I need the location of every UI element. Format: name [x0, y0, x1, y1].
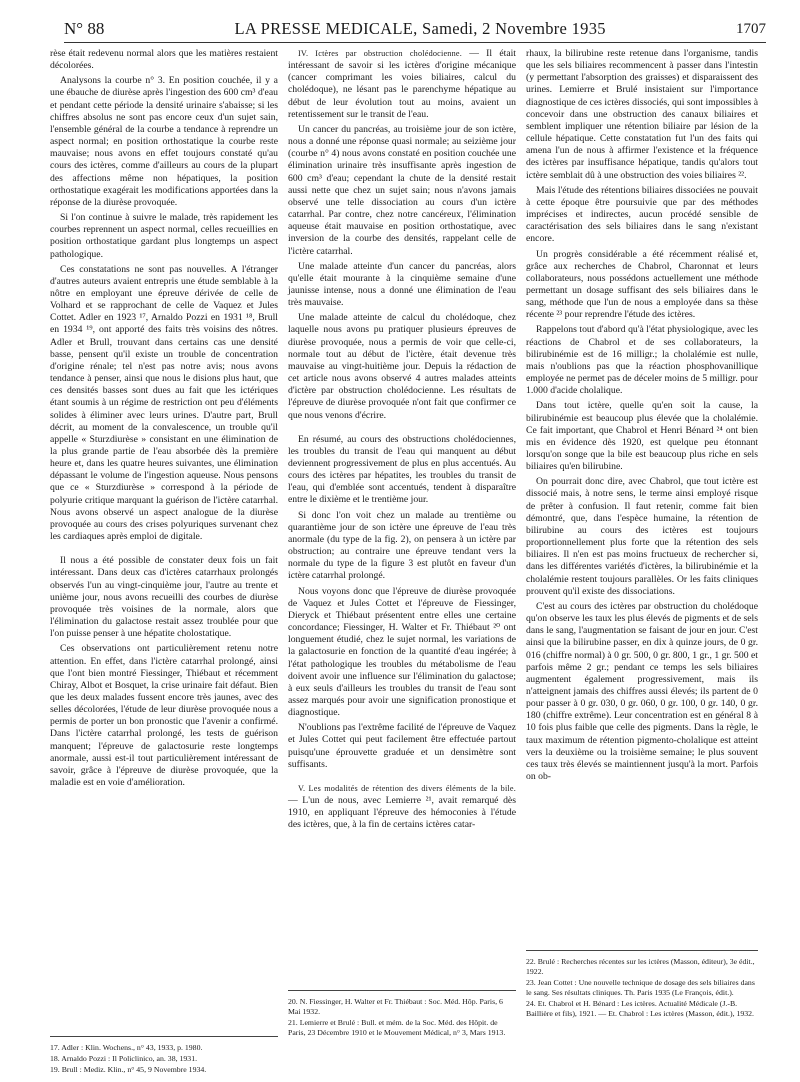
footnote: 21. Lemierre et Brulé : Bull. et mém. de la Soc. Méd. des Hôpit. de Paris, 23 Décembre 1910 et le Mouvement Médical, n° 3, Mars 1913.	[288, 1018, 506, 1037]
section-iv-title: IV. Ictères par obstruction cholédocienne.	[298, 49, 462, 58]
paragraph: Nous voyons donc que l'épreuve de diurèse provoquée de Vaquez et Jules Cottet et l'épreuve de Fiessinger, Dieryck et Thiébaut présentent entre elles une certaine concordance; Fiessinger, H. Walter et Fr. Thiébaut ²⁰ ont longuement étudié, chez le sujet normal, les variations de la galactosurie en fonction de la quantité d'eau ingérée; à l'état pathologique les troubles du métabolisme de l'eau doivent avoir une influence sur l'élimination du galactose; à eux seuls d'ailleurs les troubles du transit de l'eau sont assez marqués pour avoir une signification pronostique et diagnostique.	[288, 585, 516, 719]
paragraph: rhaux, la bilirubine reste retenue dans l'organisme, tandis que les sels biliaires recommencent à passer dans l'intestin (y permettant l'absorption des graisses) et disparaissent des urines. Lemierre et Brulé insistaient sur l'importance diagnostique de ces ictères dissociés, qui sont impossibles à concevoir dans une obstruction des canaux biliaires et semblent impliquer une rétention biliaire par lésion de la cellule hépatique. Cette constatation fut l'un des faits qui amena l'un de nous à affirmer l'existence et la fréquence des ictères par insuffisance hépatique, tandis qu'alors tout ictère semblait dû à une obstruction des voies biliaires ²².	[526, 48, 758, 181]
paragraph: rèse était redevenu normal alors que les matières restaient décolorées.	[50, 48, 278, 72]
footnote: 20. N. Fiessinger, H. Walter et Fr. Thiébaut : Soc. Méd. Hôp. Paris, 6 Mai 1932.	[288, 997, 503, 1016]
paragraph: C'est au cours des ictères par obstruction du cholédoque qu'on observe les taux les plus élevés de pigments et de sels dans le sang, l'augmentation se faisant de jour en jour. C'est ainsi que la bilirubine passer, en dix à quinze jours, de 0 gr. 016 (chiffre normal) à 0 gr. 500, 0 gr. 800, 1 gr., 1 gr. 500 et parfois même 2 gr.; pendant ce temps les sels biliaires augmentent également progressivement, mais ils n'atteignent jamais des chiffres aussi élevés; ils partent de 0 pour passer à 0 gr. 030, 0 gr. 060, 0 gr. 100, 0 gr. 140, 0 gr. 180 (chiffre extrême). Leur concentration est en général 8 à 10 fois plus faible que celle des pigments. Dans la règle, le taux maximum de rétention pigmento-cholalique est atteint vers la deuxième ou la troisième semaine; le plus souvent ces taux très élevés se maintiennent jusqu'à la mort. Parfois on ob-	[526, 600, 758, 783]
footnote: 17. Adler : Klin. Wochens., n° 43, 1933, p. 1980.	[50, 1043, 203, 1052]
paragraph: Dans tout ictère, quelle qu'en soit la cause, la bilirubinémie est beaucoup plus élevée que la cholalémie. Ce fait important, que Chabrol et Henri Bénard ²⁴ ont bien mis en évidence dès 1920, est quelque peu étonnant lorsqu'on songe que la bile est beaucoup plus riche en sels biliaires qu'en bilirubine.	[526, 400, 758, 473]
column-1	[50, 48, 278, 792]
paragraph: Il nous a été possible de constater deux fois un fait intéressant. Dans deux cas d'ictères catarrhaux prolongés observés l'un au vingt-cinquième jour, l'autre au trente et unième jour, nous avons recueilli des courbes de diurèse provoquée très voisines de la normale, alors que l'élimination du galactose restait assez troublée pour que l'on puisse penser à une hépatite cholostatique.	[50, 555, 278, 640]
footnotes-column-2	[288, 990, 516, 1038]
section-v-title: V. Les modalités de rétention des divers éléments de la bile.	[298, 783, 516, 793]
page-number: 1707	[735, 20, 766, 37]
paragraph: Si donc l'on voit chez un malade au trentième ou quarantième jour de son ictère une épreuve de l'eau très anormale (du type de la fig. 2), on pensera à un ictère par obstruction; au contraire une épreuve tendant vers la normale du type de la figure 3 est plutôt en faveur d'un ictère catarrhal prolongé.	[288, 509, 516, 582]
footnote: 23. Jean Cottet : Une nouvelle technique de dosage des sels biliaires dans le sang. Ses résultats cliniques. Th. Paris 1935 (Le François, édit.).	[526, 978, 755, 997]
paragraph: On pourrait donc dire, avec Chabrol, que tout ictère est dissocié mais, à notre sens, le terme ainsi employé risque de prêter à confusion. Il faut retenir, comme fait bien démontré, que, dans l'espèce humaine, la rétention de bilirubine au cours des ictères est toujours proportionnellement plus forte que la rétention des sels biliaires. Il n'en est pas moins fructueux de rechercher si, dans les différentes variétés d'ictères, la bilirubinémie et la cholalémie restent toujours parallèles. Or les faits cliniques prouvent qu'il existe des dissociations.	[526, 476, 758, 597]
section-v-text: — L'un de nous, avec Lemierre ²¹, avait remarqué dès 1910, en appliquant l'épreuve des hémoconies à l'étude des ictères, que, à la fin de certains ictères catar-	[288, 795, 516, 831]
paragraph: Un cancer du pancréas, au troisième jour de son ictère, nous a donné une réponse quasi normale; au seizième jour (courbe n° 4) nous avons constaté en position couchée une élimination urinaire très insuffisante après ingestion de 600 cm³ d'eau; cependant la chute de la densité restait aussi nette que chez un sujet sain; nous n'avons jamais observé une telle dissociation au cours d'un ictère catarrhal. Par contre, chez notre cancéreux, l'élimination aqueuse était mauvaise en position orthostatique, avec inversion de la courbe des densités, rappelant celle de l'ictère catarrhal.	[288, 123, 516, 257]
paragraph: En résumé, au cours des obstructions cholédociennes, les troubles du transit de l'eau qui manquent au début deviennent progressivement de plus en plus accentués. Au cours des ictères par hépatites, les troubles du transit de l'eau, qui d'emblée sont accentués, tendent à disparaître entre le dixième et le trentième jour.	[288, 433, 516, 506]
footnotes-column-3	[526, 950, 758, 1019]
section-v	[288, 783, 516, 832]
page-header	[64, 16, 766, 43]
column-2	[288, 48, 516, 835]
paragraph: Si l'on continue à suivre le malade, très rapidement les courbes reprennent un aspect normal, celles recueillies en position orthostatique gardant plus longtemps un aspect pathologique.	[50, 212, 278, 260]
masthead: LA PRESSE MEDICALE, Samedi, 2 Novembre 1935	[234, 19, 606, 38]
section-iv-text: — Il était intéressant de savoir si les ictères d'origine mécanique (cancer comprimant les voies biliaires, calcul du cholédoque), ne lésant pas le parenchyme hépatique au début de leur évolution tout au moins, avaient un retentissement sur le transit de l'eau.	[288, 48, 516, 120]
paragraph: Un progrès considérable a été récemment réalisé et, grâce aux recherches de Chabrol, Charonnat et leurs collaborateurs, nous possédons actuellement une méthode permettant un dosage suffisant des sels biliaires dans le sang, méthode que l'un de nous a employée dans sa thèse récente ²³ pour reprendre l'étude des ictères.	[526, 248, 758, 321]
footnotes-column-1	[50, 1036, 278, 1075]
column-3	[526, 48, 758, 786]
paragraph: Analysons la courbe n° 3. En position couchée, il y a une ébauche de diurèse après l'ingestion des 600 cm³ d'eau et pendant cette période la densité urinaire s'abaisse; si les chiffres absolus ne sont pas encore ceux d'un sujet sain, l'ensemble général de la courbe a tendance à reprendre un aspect normal; en position orthostatique la courbe reste mauvaise; nous avons en effet toujours constaté qu'au cours des ictères, comme d'ailleurs au cours de la plupart des affections même non hépatiques, la position orthostatique exagérait les modifications apportées dans la réponse de la diurèse provoquée.	[50, 75, 278, 208]
paragraph: Mais l'étude des rétentions biliaires dissociées ne pouvait à cette époque être poursuivie que par des méthodes imprécises et indirectes, aucun procédé sensible de caractérisation des sels biliaires dans le sang n'existant encore.	[526, 184, 758, 245]
paragraph: Ces observations ont particulièrement retenu notre attention. En effet, dans l'ictère catarrhal prolongé, ainsi que l'ont bien montré Fiessinger, Thiébaut et récemment Chiray, Albot et Bosquet, la crise urinaire fait défaut. Bien que les deux malades fussent encore très jaunes, avec des selles décolorées, l'étude de leur diurèse provoquée nous a permis de porter un bon pronostic que l'avenir a confirmé. Dans l'ictère catarrhal prolongé, les tests de guérison manquent; l'épreuve de galactosurie reste longtemps anormale, aussi est-il tout particulièrement intéressant de savoir, grâce à l'épreuve de diurèse provoquée, que la maladie est en voie d'amélioration.	[50, 643, 278, 789]
paragraph: Une malade atteinte d'un cancer du pancréas, alors qu'elle était mourante à la cinquième semaine d'une jaunisse intense, nous a donné une élimination de l'eau très mauvaise.	[288, 260, 516, 309]
paragraph: Une malade atteinte de calcul du cholédoque, chez laquelle nous avons pu pratiquer plusieurs épreuves de diurèse provoquée, nous a permis de voir que celle-ci, normale tout au début de l'ictère, était devenue très mauvaise au vingt-huitième jour. Depuis la rédaction de cet article nous avons observé 4 autres malades atteints d'ictère par obstruction cholédocienne. Les résultats de l'épreuve de diurèse provoquée n'ont fait que confirmer ce que nous venons d'écrire.	[288, 312, 516, 421]
paragraph: Ces constatations ne sont pas nouvelles. A l'étranger d'autres auteurs avaient entrepris une étude semblable à la nôtre en employant une épreuve dérivée de celle de Volhard et se rapprochant de celle de Vaquez et Jules Cottet. Adler en 1923 ¹⁷, Arnaldo Pozzi en 1931 ¹⁸, Brull en 1934 ¹⁹, ont apporté des faits très voisins des nôtres. Adler et Brull, trouvant dans certains cas une densité basse, pensent qu'il existe un trouble de concentration d'origine rénale; tel n'est pas notre avis; nous avons tendance à penser, ainsi que nous le disions plus haut, que ces densités basses sont dues au fait que les ictériques étant soumis à un régime de restriction ont peu d'éléments solides à éliminer avec leurs urines. D'autre part, Brull décrit, au moment de la convalescence, un trouble qu'il appelle « Sturzdiurèse » consistant en une élimination de la plus grande partie de l'eau absorbée dès la première heure et, dans les quatre heures suivantes, une élimination dépassant le volume de l'ingestion aqueuse. Nous pensons que ce « Sturzdiurèse » correspond à la période de polyurie critique marquant la guérison de l'ictère catarrhal. Nous avons observé un aspect analogue de la diurèse provoquée au cours des crises polyuriques survenant chez les cardiaques après emploi de digitale.	[50, 263, 278, 543]
footnote: 19. Brull : Mediz. Klin., n° 45, 9 Novembre 1934.	[50, 1065, 207, 1074]
footnote: 24. Et. Chabrol et H. Bénard : Les ictères. Actualité Médicale (J.-B. Baillière et fils), 1921. — Et. Chabrol : Les ictères (Masson, édit.), 1932.	[526, 999, 755, 1018]
paragraph: Rappelons tout d'abord qu'à l'état physiologique, avec les réactions de Chabrol et de ses collaborateurs, la bilirubinémie est de 16 milligr.; la cholalémie est nulle, mais n'oublions pas que la réaction phosphovanillique employée ne permet pas de déceler moins de 5 milligr. pour 1.000 d'acide cholalique.	[526, 324, 758, 397]
footnote: 18. Arnaldo Pozzi : Il Policlinico, an. 38, 1931.	[50, 1054, 198, 1063]
paragraph: N'oublions pas l'extrême facilité de l'épreuve de Vaquez et Jules Cottet qui peut facilement être effectuée partout puisqu'une éprouvette graduée et un densimètre sont suffisants.	[288, 722, 516, 770]
footnote: 22. Brulé : Recherches récentes sur les ictères (Masson, éditeur), 3e édit., 1922.	[526, 957, 755, 976]
section-iv	[288, 48, 516, 121]
issue-number: N° 88	[64, 19, 105, 38]
